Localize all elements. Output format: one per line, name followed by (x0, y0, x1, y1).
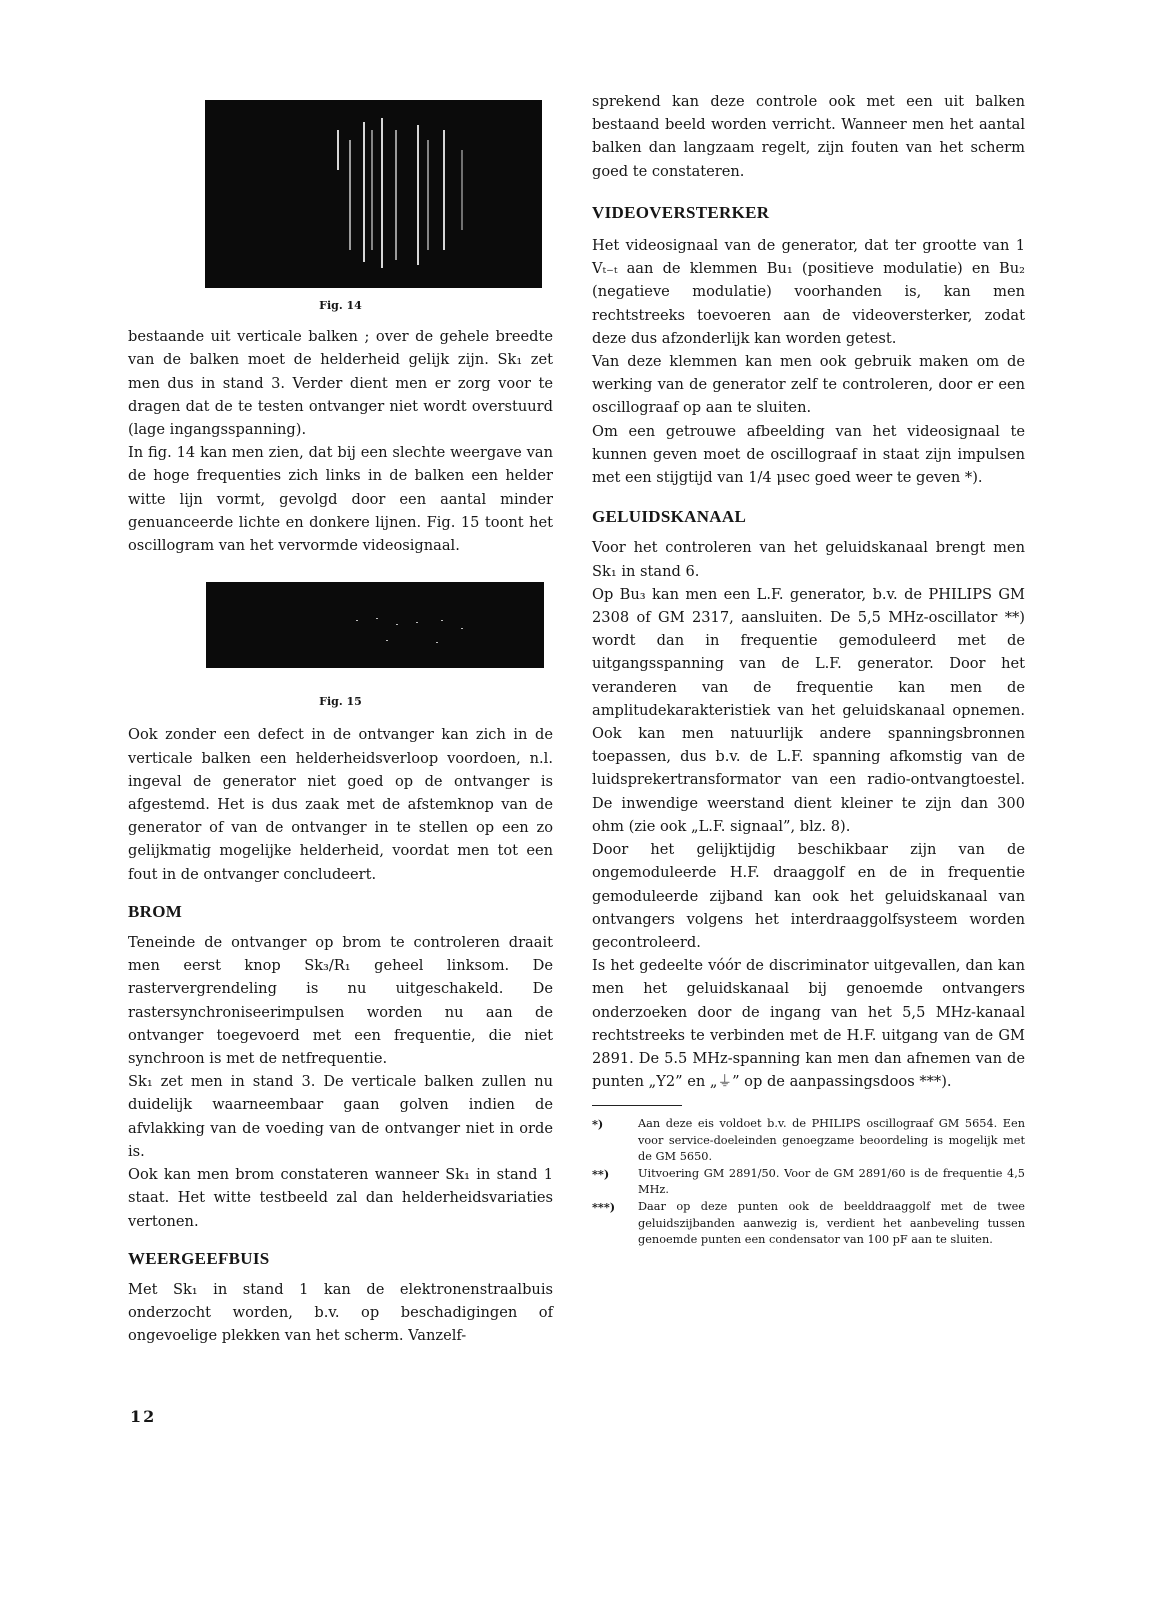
figure-15-image (206, 582, 544, 668)
right-column (592, 90, 1025, 1249)
section-heading-videoversterker: VIDEOVERSTERKER (592, 202, 770, 222)
paragraph: Teneinde de ontvanger op brom te controleren draait men eerst knop Sk₃/R₁ geheel linksom. De rastervergrendeling is nu uitgeschakeld. De rastersynchroniseerimpulsen worden nu aan de ontvanger toegevoerd met een frequentie, die niet synchroon is met de netfrequentie. (128, 934, 553, 1068)
paragraph: Van deze klemmen kan men ook gebruik maken om de werking van de generator zelf te controleren, door er een oscillograaf op aan te sluiten. (592, 353, 1025, 417)
paragraph: Door het gelijktijdig beschikbaar zijn van de ongemoduleerde H.F. draaggolf en de in frequentie gemoduleerde zijband kan ook het geluidskanaal van ontvangers volgens het interdraaggolfsysteem worden gecontroleerd. (592, 841, 1025, 951)
paragraph: bestaande uit verticale balken ; over de gehele breedte van de balken moet de helderheid gelijk zijn. Sk₁ zet men dus in stand 3. Verder dient men er zorg voor te dragen dat de te testen ontvanger niet wordt overstuurd (lage ingangsspanning). (128, 328, 553, 439)
section-heading-geluidskanaal: GELUIDSKANAAL (592, 507, 747, 527)
paragraph: Ook zonder een defect in de ontvanger kan zich in de verticale balken een helderheidsverloop voordoen, n.l. ingeval de generator niet goed op de ontvanger is afgestemd. Het is dus zaak met de afstemknop van de generator of van de ontvanger in te stellen op een zo gelijkmatig mogelijke helderheid, voordat men tot een fout in de ontvanger concludeert. (128, 726, 553, 883)
footnote (592, 1166, 1025, 1198)
paragraph: Op Bu₃ kan men een L.F. generator, b.v. de PHILIPS GM 2308 of GM 2317, aansluiten. De 5,5 MHz-oscillator **) wordt dan in frequentie gemoduleerd met de uitgangsspanning van de L.F. generator. Door het veranderen van de frequentie kan men de amplitudekarakteristiek van het geluidskanaal opnemen. Ook kan men natuurlijk andere spanningsbronnen toepassen, dus b.v. de L.F. spanning afkomstig van de luidsprekertransformator van een radio-ontvangtoestel. De inwendige weerstand dient kleiner te zijn dan 300 ohm (zie ook „L.F. signaal”, blz. 8). (592, 585, 1025, 835)
section-heading-weergeefbuis: WEERGEEFBUIS (128, 1248, 270, 1268)
left-column (128, 100, 553, 1348)
paragraph: Om een getrouwe afbeelding van het videosignaal te kunnen geven moet de oscillograaf in staat zijn impulsen met een stijgtijd van 1/4 μsec goed weer te geven *). (592, 422, 1025, 487)
paragraph: Ook kan men brom constateren wanneer Sk₁ in stand 1 staat. Het witte testbeeld zal dan helderheidsvariaties vertonen. (128, 1166, 553, 1230)
footnote-text: Aan deze eis voldoet b.v. de PHILIPS oscillograaf GM 5654. Een voor service-doeleinden genoegzame beoordeling is mogelijk met de GM 5650. (638, 1117, 1025, 1163)
paragraph: Met Sk₁ in stand 1 kan de elektronenstraalbuis onderzocht worden, b.v. op beschadigingen of ongevoelige plekken van het scherm. Vanzelf- (128, 1280, 553, 1345)
paragraph: sprekend kan deze controle ook met een uit balken bestaand beeld worden verricht. Wanneer men het aantal balken dan langzaam regelt, zijn fouten van het scherm goed te constateren. (592, 93, 1025, 180)
paragraph: Voor het controleren van het geluidskanaal brengt men Sk₁ in stand 6. (592, 539, 1025, 580)
paragraph: Het videosignaal van de generator, dat ter grootte van 1 Vₜ₋ₜ aan de klemmen Bu₁ (positieve modulatie) en Bu₂ (negatieve modulatie) voorhanden is, kan men rechtstreeks toevoeren aan de videoversterker, zodat deze dus afzonderlijk kan worden getest. (592, 237, 1025, 347)
paragraph: Is het gedeelte vóór de discriminator uitgevallen, dan kan men het geluidskanaal bij genoemde ontvangers onderzoeken door de ingang van het 5,5 MHz-kanaal rechtstreeks te verbinden met de H.F. uitgang van de GM 2891. De 5.5 MHz-spanning kan men dan afnemen van de punten „Υ2” en „⏚” op de aanpassingsdoos ***). (592, 957, 1025, 1091)
paragraph: Sk₁ zet men in stand 3. De verticale balken zullen nu duidelijk waarneembaar gaan golven indien de afvlakking van de voeding van de ontvanger niet in orde is. (128, 1073, 553, 1160)
footnote-text: Uitvoering GM 2891/50. Voor de GM 2891/60 is de frequentie 4,5 MHz. (638, 1166, 1025, 1197)
footnote (592, 1116, 1025, 1165)
page-number: 12 (130, 1407, 157, 1426)
footnotes (592, 1116, 1025, 1248)
footnote-mark: **) (592, 1166, 610, 1181)
figure-15-caption: Fig. 15 (319, 695, 362, 709)
footnote-mark: ***) (592, 1200, 616, 1215)
footnote (592, 1199, 1025, 1248)
footnote-mark: *) (592, 1117, 604, 1132)
section-heading-brom: BROM (128, 901, 183, 921)
footnote-divider (592, 1105, 682, 1106)
figure-14-image (205, 100, 542, 288)
footnote-text: Daar op deze punten ook de beelddraaggolf met de twee geluidszijbanden aanwezig is, verdient het aanbeveling tussen genoemde punten een condensator van 100 pF aan te sluiten. (638, 1200, 1025, 1246)
paragraph: In fig. 14 kan men zien, dat bij een slechte weergave van de hoge frequenties zich links in de balken een helder witte lijn vormt, gevolgd door een aantal minder genuanceerde lichte en donkere lijnen. Fig. 15 toont het oscillogram van het vervormde videosignaal. (128, 444, 553, 555)
figure-14-caption: Fig. 14 (319, 299, 362, 312)
